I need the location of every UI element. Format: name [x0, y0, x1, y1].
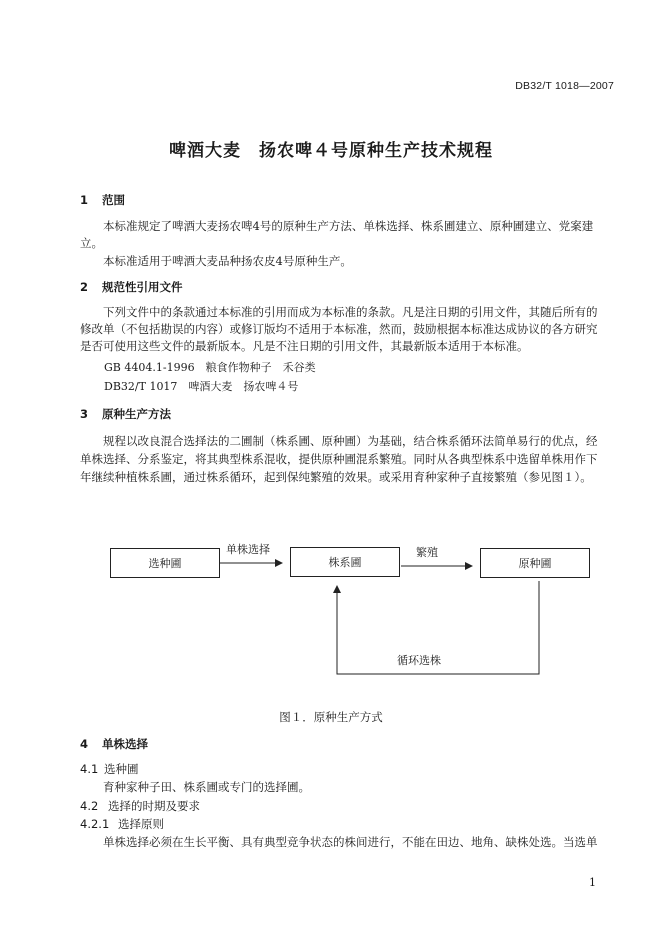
- subsection-4-2-heading: [80, 798, 200, 814]
- box-label: 选种圃: [148, 557, 182, 570]
- arrow-label-cyclic-selection: 循环选株: [397, 654, 441, 667]
- box-label: 原种圃: [518, 557, 552, 570]
- box-line-nursery: [290, 547, 400, 577]
- section-1-paragraph-1: 本标准规定了啤酒大麦扬农啤4号的原种生产方法、单株选择、株系圃建立、原种圃建立、党案建立。: [80, 219, 594, 250]
- standard-number: DB32/T 1018—2007: [515, 80, 614, 92]
- subsection-4-2-1-paragraph: 单株选择必须在生长平衡、具有典型竞争状态的株间进行，不能在田边、地角、缺株处选。当选单: [103, 835, 598, 849]
- section-3-paragraph: 规程以改良混合选择法的二圃制（株系圃、原种圃）为基础，结合株系循环法简单易行的优点，经单株选择、分系鉴定，将其典型株系混收，提供原种圃混系繁殖。同时从各典型株系中选留单株用作下年继续种植株系圃，通过株系循环，起到保纯繁殖的效果。或采用育种家种子直接繁殖（参见图１）。: [80, 434, 598, 484]
- subsection-4-2-1-heading: [80, 816, 164, 832]
- section-title: 单株选择: [102, 737, 148, 751]
- section-1-paragraph-2: 本标准适用于啤酒大麦品种扬农皮4号原种生产。: [103, 254, 352, 268]
- section-4-heading: [80, 736, 148, 752]
- subsection-number: 4.1: [80, 762, 99, 776]
- section-number: 3: [80, 407, 89, 421]
- normative-reference-2: DB32/T 1017 啤酒大麦 扬农啤４号: [104, 380, 299, 393]
- box-label: 株系圃: [328, 556, 362, 569]
- subsection-4-1-heading: [80, 761, 139, 777]
- page-number: 1: [589, 876, 596, 889]
- subsection-number: 4.2.1: [80, 817, 110, 831]
- arrow-label-single-plant-selection: 单株选择: [226, 543, 270, 556]
- document-title: 啤酒大麦 扬农啤４号原种生产技术规程: [169, 141, 493, 161]
- arrow-label-propagation: 繁殖: [416, 546, 438, 559]
- section-2-paragraph: 下列文件中的条款通过本标准的引用而成为本标准的条款。凡是注日期的引用文件，其随后所有的修改单（不包括勘误的内容）或修订版均不适用于本标准，然而，鼓励根据本标准达成协议的各方研究是否可使用这些文件的最新版本。凡是不注日期的引用文件，其最新版本适用于本标准。: [80, 305, 598, 353]
- section-number: 4: [80, 737, 89, 751]
- box-selection-nursery: [110, 548, 220, 578]
- subsection-title: 选择原则: [118, 817, 164, 831]
- section-title: 原种生产方法: [102, 407, 171, 421]
- figure-caption: 图１．原种生产方式: [279, 710, 383, 724]
- section-title: 范围: [102, 193, 125, 207]
- subsection-title: 选择的时期及要求: [108, 799, 200, 813]
- box-original-seed-nursery: [480, 548, 590, 578]
- normative-reference-1: GB 4404.1-1996 粮食作物种子 禾谷类: [104, 361, 316, 374]
- subsection-number: 4.2: [80, 799, 99, 813]
- subsection-4-1-paragraph: 育种家种子田、株系圃或专门的选择圃。: [103, 780, 310, 794]
- section-number: 2: [80, 280, 89, 294]
- subsection-title: 选种圃: [104, 762, 139, 776]
- section-number: 1: [80, 193, 89, 207]
- section-title: 规范性引用文件: [102, 280, 183, 294]
